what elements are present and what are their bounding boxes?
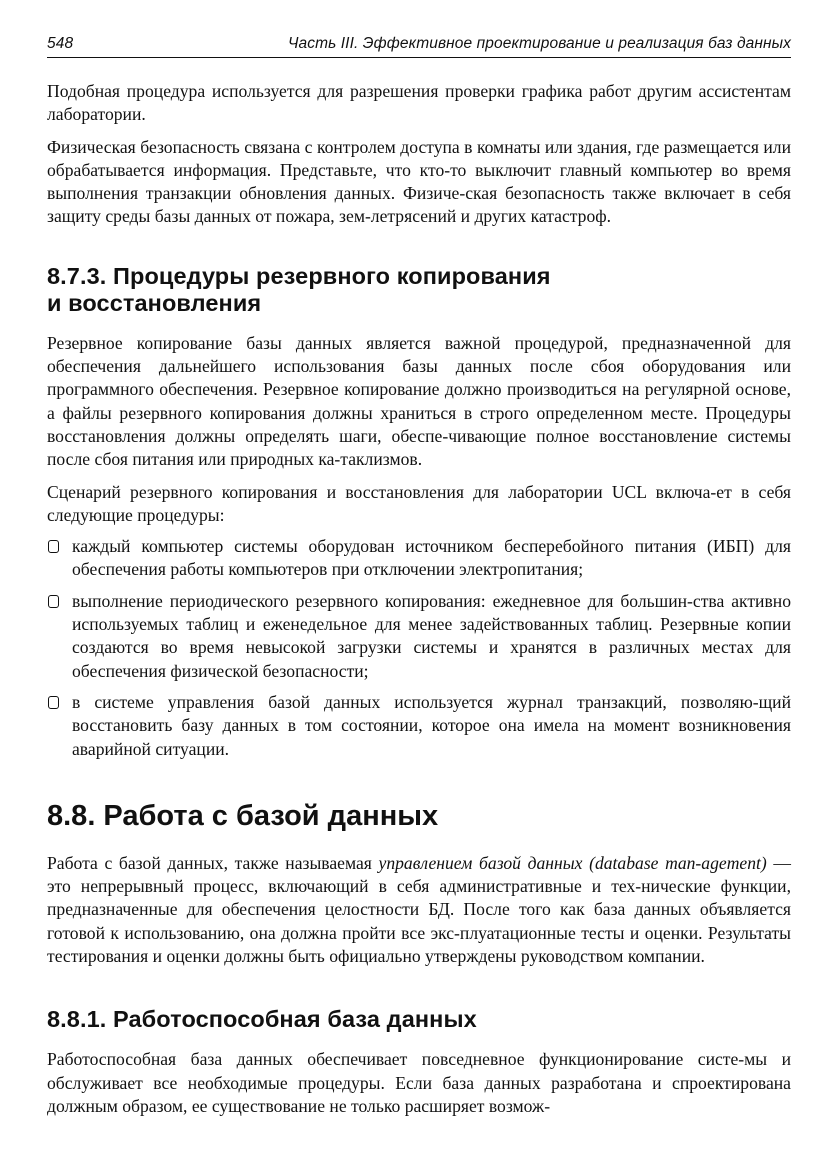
- dbm-term: управлением базой данных (database man-agement): [378, 852, 767, 873]
- section-heading-8-7-3-line1: 8.7.3. Процедуры резервного копирования: [47, 262, 551, 289]
- backup-procedures-list: [47, 535, 791, 761]
- list-item: [47, 691, 791, 761]
- page-number: 548: [47, 35, 74, 52]
- list-item: [47, 535, 791, 582]
- checkbox-bullet-icon: [48, 540, 59, 553]
- checkbox-bullet-icon: [48, 696, 59, 709]
- list-item: [47, 590, 791, 683]
- paragraph-database-management: [47, 852, 791, 968]
- paragraph-schedule-access: Подобная процедура используется для разрешения проверки графика работ другим ассистентам лаборатории.: [47, 81, 791, 125]
- list-item-text: выполнение периодического резервного копирования: ежедневное для большин-ства активно используемых таблиц и еженедельное для менее задействованных таблиц. Резервные копии создаются во время невысокой загрузки системы и хранятся в различных местах для обеспечения физической безопасности;: [72, 590, 791, 681]
- list-item-text: каждый компьютер системы оборудован источником бесперебойного питания (ИБП) для обеспечения работы компьютеров при отключении электропитания;: [72, 536, 791, 580]
- dbm-text-after: — это непрерывный процесс, включающий в себя административные и тех-нические функции, предназначенные для обеспечения целостности БД. После того как база данных объявляется готовой к использованию, она должна пройти все экс-плуатационные тесты и оценки. Результаты тестирования и оценки должны быть официально утверждены руководством компании.: [47, 852, 791, 967]
- paragraph-backup-intro: Резервное копирование базы данных является важной процедурой, предназначенной для обеспечения дальнейшего использования базы данных после сбоя оборудования или программного обеспечения. Резервное копирование должно производиться на регулярной основе, а файлы резервного копирования должны храниться в строго определенном месте. Процедуры восстановления должны определять шаги, обеспе-чивающие полное восстановление системы после сбоя питания или природных ка-таклизмов.: [47, 332, 791, 470]
- running-title: Часть III. Эффективное проектирование и реализация баз данных: [288, 35, 791, 52]
- paragraph-ucl-scenario: Сценарий резервного копирования и восстановления для лаборатории UCL включа-ет в себя следующие процедуры:: [47, 481, 791, 525]
- checkbox-bullet-icon: [48, 595, 59, 608]
- paragraph-physical-security: Физическая безопасность связана с контролем доступа в комнаты или здания, где размещается или обрабатывается информация. Представьте, что кто-то выключит главный компьютер во время выполнения транзакции обновления данных. Физиче-ская безопасность также включает в себя защиту среды базы данных от пожара, зем-летрясений и других катастроф.: [47, 136, 791, 227]
- section-heading-8-7-3-line2: и восстановления: [47, 289, 262, 316]
- book-page: [47, 34, 791, 1118]
- dbm-text-before: Работа с базой данных, также называемая: [47, 852, 379, 873]
- page-content: [47, 80, 791, 1118]
- list-item-text: в системе управления базой данных используется журнал транзакций, позволяю-щий восстановить базу данных в том состоянии, которое она имела на момент возникновения аварийной ситуации.: [72, 691, 791, 759]
- running-header: [47, 34, 791, 58]
- section-heading-8-7-3: [47, 263, 791, 317]
- section-heading-8-8: 8.8. Работа с базой данных: [47, 799, 439, 832]
- section-heading-8-8-1: 8.8.1. Работоспособная база данных: [47, 1006, 477, 1033]
- paragraph-operational-database: Работоспособная база данных обеспечивает повседневное функционирование систе-мы и обслуживает все необходимые процедуры. Если база данных разработана и спроектирована должным образом, ее существование не только расширяет возмож-: [47, 1049, 791, 1116]
